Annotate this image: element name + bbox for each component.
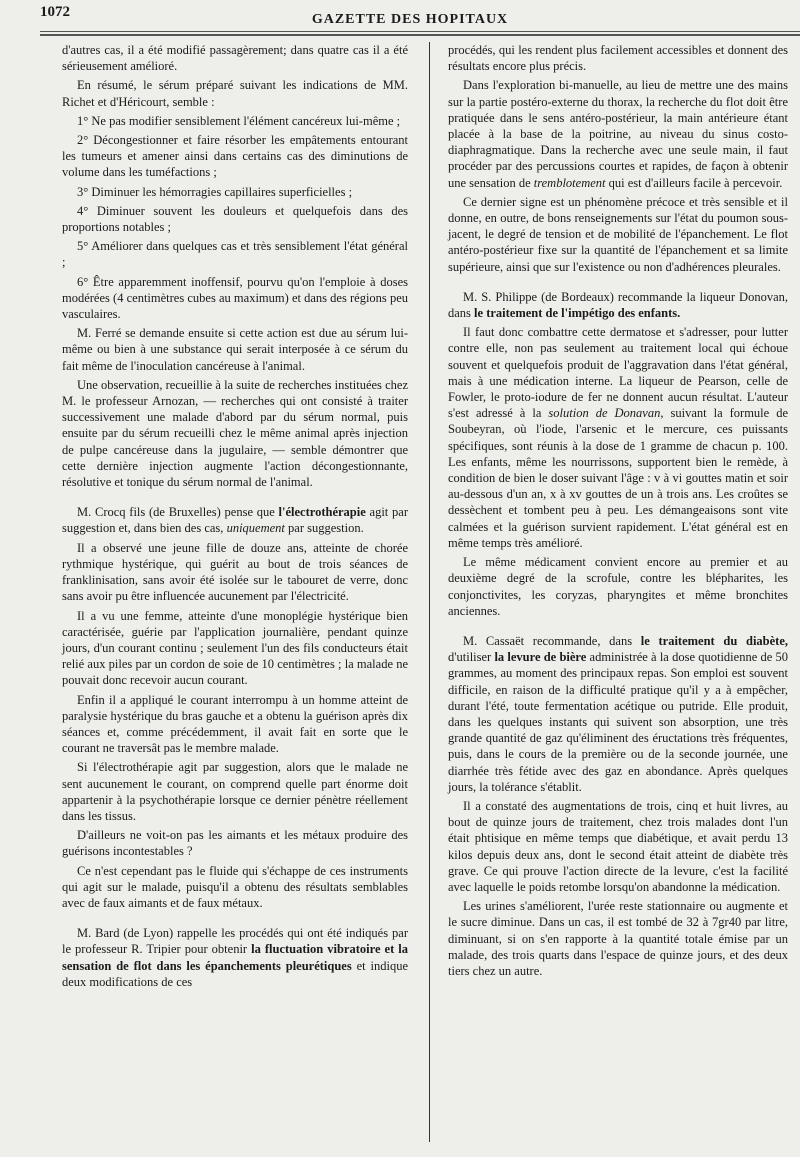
column-rule [429,42,430,1142]
paragraph [448,289,788,321]
paragraph: Il a constaté des augmentations de trois, cinq et huit livres, au bout de quinze jours de traitement, chez trois malades dont l'un était phtisique en même temps que diabétique, et avait perdu 13 kilos depuis deux ans, dont le second était atteint de diabète très grave. Ce qui prouve l'action directe de la levure, c'est la facilité avec laquelle le poids retombe lorsqu'on abandonne la médication. [448,798,788,894]
paragraph: Si l'électrothérapie agit par suggestion, alors que le malade ne sent aucunement le courant, on comprend quelle part énorme doit appartenir à la psychothérapie lorsque ce dernier pénètre réellement dans les tissus. [62,760,408,823]
text-run: d'utiliser [448,650,495,665]
text-run: M. Cassaët recommande, dans [463,633,641,648]
text-run: et indique deux modifications de ces [62,958,408,989]
left-column [62,42,408,993]
text-run: qui est d'ailleurs facile à percevoir. [605,175,783,190]
paragraph: Le même médicament convient encore au premier et au deuxième degré de la scrofule, contre les blépharites, les conjonctivites, les coryzas, pharyngites et même bronchites anciennes. [448,555,788,618]
paragraph: M. Ferré se demande ensuite si cette action est due au sérum lui-même ou bien à une substance qui serait interposée à ce sérum du fait même de l'inoculation cancéreuse à l'animal. [62,326,408,373]
topic-bold: la levure de bière [494,650,587,665]
text-run: M. Crocq fils (de Bruxelles) pense que [77,505,279,520]
paragraph: Il a observé une jeune fille de douze ans, atteinte de chorée rythmique hystérique, qui guérit au bout de trois séances de franklinisation, sans avoir été isolée sur le tabouret de verre, donc sans avoir pu être influencée aucunement par l'électricité. [62,540,408,604]
paragraph: Il a vu une femme, atteinte d'une monoplégie hystérique bien caractérisée, guérie par l'application journalière, pendant quinze jours, d'un courant continu ; seulement l'un des fils conducteurs était relié aux piles par un cordon de soie de 10 centimètres ; la malade ne pouvait donc recevoir aucun courant. [62,608,408,688]
header-rule [40,31,800,32]
paragraph [448,324,788,551]
paragraph: Une observation, recueillie à la suite de recherches instituées chez M. le professeur Arnozan, — recherches qui ont consisté à traiter successivement une malade d'abord par du sérum normal, puis ensuite par du sérum recueilli chez le même animal après injection de pulpe cancéreuse dans la jugulaire, — semble démontrer que cette dernière injection augmente l'action décongestionnante, résolutive et tonique du sérum normal de l'animal. [62,377,408,490]
text-run: administrée à la dose quotidienne de 50 grammes, au moment des principaux repas. Son emploi est souvent difficile, en raison de la difficulté pratique qu'il y a à empêcher, durant l'été, toute fermentation acétique ou putride. Elle produit, dans les quelques instants qui suivent son absorption, une très grande quantité de gaz qu'éliminent des éructations très fréquentes, puis, dans le cours de la première ou de la seconde journée, une diarrhée très fétide avec des gaz en abondance. Après quelques jours, la tolérance s'établit. [448,650,788,794]
emphasis-italic: tremblotement [533,175,606,190]
emphasis-italic: solution de Donavan [548,406,661,421]
paragraph [62,504,408,536]
text-run: M. Bard (de Lyon) rappelle les procédés qui ont été indiqués par le professeur R. Tripier pour obtenir [62,926,408,957]
paragraph: Les urines s'améliorent, l'urée reste stationnaire ou augmente et le sucre diminue. Dans un cas, il est tombé de 32 à 7gr40 par litre, diminuant, si on s'en rapporte à la quantité totale émise par un malade, des trois quarts dans l'espace de quinze jours, et des deux tiers chez un autre. [448,899,788,978]
text-run: M. S. Philippe (de Bordeaux) recommande la liqueur Donovan, dans [448,289,788,321]
header-rule-double [40,34,800,36]
list-item: 4° Diminuer souvent les douleurs et quelquefois dans des proportions notables ; [62,203,408,235]
paragraph: Ce n'est cependant pas le fluide qui s'échappe de ces instruments qui agit sur le malade, puisqu'il a obtenu des résultats semblables avec de faux aimants et de faux métaux. [62,863,408,910]
list-item: 1° Ne pas modifier sensiblement l'élément cancéreux lui-même ; [77,113,401,128]
paragraph: Ce dernier signe est un phénomène précoce et très sensible et il donne, en outre, de bons renseignements sur l'état du poumon sous-jacent, le degré de tension et de mobilité de l'épanchement. Le flot antéro-postérieur fixe sur la quantité de l'épanchement et sa limite supérieure, ainsi que sur l'existence ou non d'adhérences pleurales. [448,194,788,274]
text-run: par suggestion. [284,521,364,536]
text-run: Il faut donc combattre cette dermatose et s'adresser, pour lutter contre elle, non pas seulement au traitement local qui échoue souvent et quelquefois produit de l'aggravation dans l'état général, mais à une médication interne. La liqueur de Pearson, celle de Fowler, le proto-iodure de fer ne donnent aucun résultat. L'auteur s'est adressé à la [448,325,788,421]
list-item: 6° Être apparemment inoffensif, pourvu qu'on l'emploie à doses modérées (4 centimètres cubes au maximum) et dans des régions peu vasculaires. [62,274,408,322]
paragraph [448,633,788,795]
list-item: 5° Améliorer dans quelques cas et très sensiblement l'état général ; [62,239,408,270]
list-item: 3° Diminuer les hémorragies capillaires superficielles ; [77,184,353,199]
paragraph [62,925,408,990]
emphasis-italic: uniquement [226,521,285,536]
paragraph [448,77,788,190]
right-column [448,42,788,982]
topic-bold: l'électrothérapie [278,505,366,520]
page-number: 1072 [40,4,70,20]
page-header [40,4,780,34]
paragraph: d'autres cas, il a été modifié passagèrement; dans quatre cas il a été sérieusement amélioré. [62,43,408,74]
list-item: 2° Décongestionner et faire résorber les empâtements entourant les tumeurs et amener ainsi dans certains cas des diminutions de volume dans les tuméfactions ; [62,133,408,180]
paragraph: procédés, qui les rendent plus facilement accessibles et donnent des résultats encore plus précis. [448,43,788,74]
text-run: Dans l'exploration bi-manuelle, au lieu de mettre une des mains sur la partie postéro-externe du thorax, la recherche du flot doit être pratiquée dans le sens antéro-postérieur, la main antérieure étant placée à la base de la poitrine, au niveau du sinus costo-diaphragmatique. Dans la recherche avec une seule main, il faut procéder par des percussions courtes et rapides, de façon à obtenir une sensation de [448,78,788,190]
text-run: agit par suggestion et, dans bien des cas, [62,505,408,536]
text-run: , suivant la formule de Soubeyran, où l'iode, l'arsenic et le mercure, ces puissants spécifiques, sont réunis à la dose de 1 gramme de chacun p. 100. Les enfants, même les nourrissons, supportent bien le remède, à condition de bien le doser suivant l'âge : v à vi gouttes matin et soir au-dessous d'un an, x à xv gouttes de un à trois ans. Les croûtes se dessèchent et tombent peu à peu. Les démangeaisons sont vite calmées et la guérison survient rapidement. L'état général est en même temps très amélioré. [448,406,789,550]
topic-bold: le traitement du diabète, [640,633,789,648]
paragraph: Enfin il a appliqué le courant interrompu à un homme atteint de paralysie hystérique du bras gauche et a obtenu la guérison après dix séances et, comme précédemment, il avait fait en sorte que le courant ne traversât pas le membre malade. [62,692,408,756]
topic-bold: la fluctuation vibratoire et la sensation de flot dans les épanchements pleurétiques [62,942,408,973]
topic-bold: le traitement de l'impétigo des enfants. [474,306,681,321]
paragraph: En résumé, le sérum préparé suivant les indications de MM. Richet et d'Héricourt, semble : [62,78,408,109]
journal-title: GAZETTE DES HOPITAUX [311,12,509,27]
paragraph: D'ailleurs ne voit-on pas les aimants et les métaux produire des guérisons incontestables ? [62,828,408,859]
